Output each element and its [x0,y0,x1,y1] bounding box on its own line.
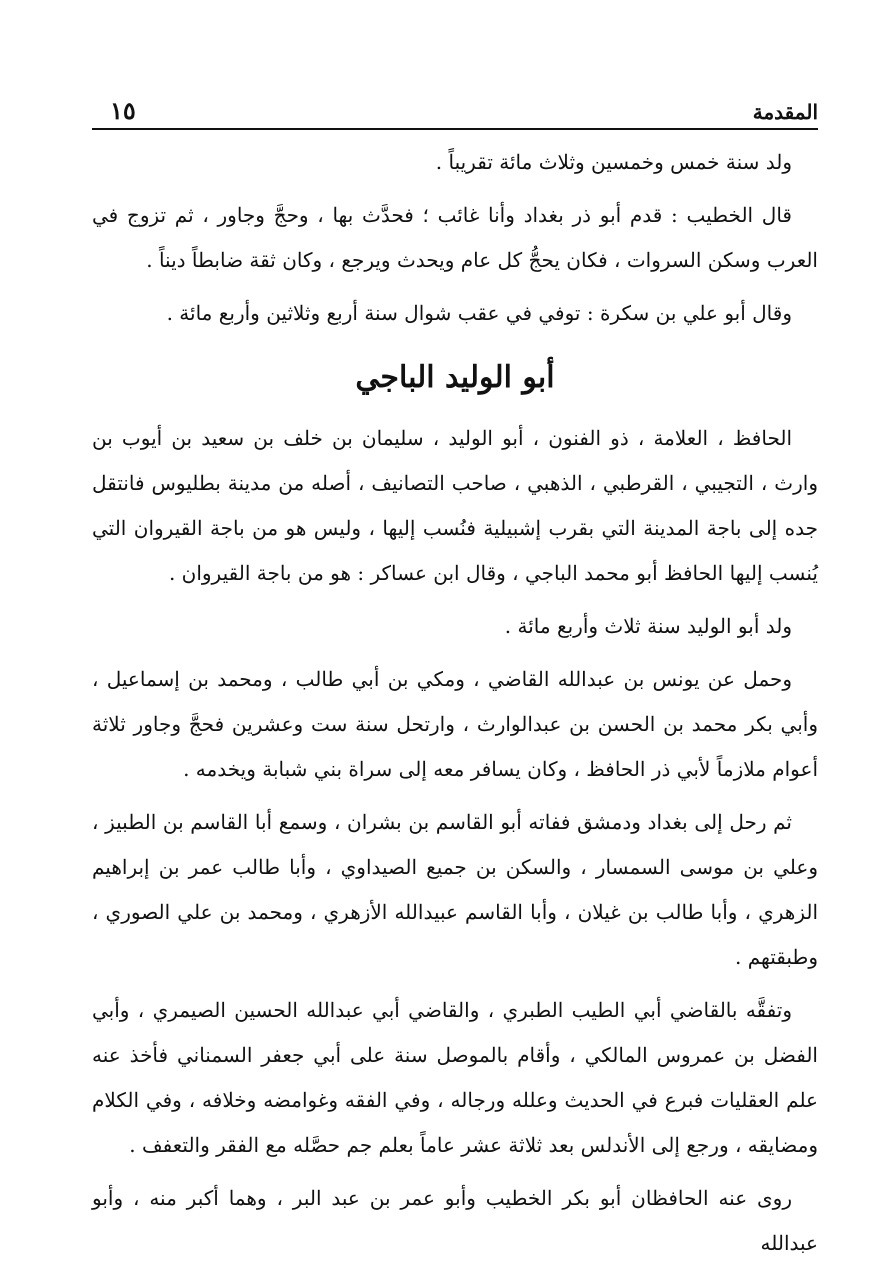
paragraph: الحافظ ، العلامة ، ذو الفنون ، أبو الوليد ، سليمان بن خلف بن سعيد بن أيوب بن وارث ، التجيبي ، القرطبي ، الذهبي ، صاحب التصانيف ، أصله من مدينة بطليوس فانتقل جده إلى باجة المدينة التي بقرب إشبيلية فنُسب إليها ، وليس هو من باجة القيروان التي يُنسب إليها الحافظ أبو محمد الباجي ، وقال ابن عساكر : هو من باجة القيروان . [92,426,818,585]
paragraph: وحمل عن يونس بن عبدالله القاضي ، ومكي بن أبي طالب ، ومحمد بن إسماعيل ، وأبي بكر محمد بن الحسن بن عبدالوارث ، وارتحل سنة ست وعشرين فحجَّ وجاور ثلاثة أعوام ملازماً لأبي ذر الحافظ ، وكان يسافر معه إلى سراة بني شبابة ويخدمه . [92,667,818,781]
book-page [92,86,818,1274]
section-title: المقدمة [752,100,818,124]
running-header [92,86,818,130]
paragraph: وقال أبو علي بن سكرة : توفي في عقب شوال سنة أربع وثلاثين وأربع مائة . [166,301,792,325]
biography-heading: أبو الوليد الباجي [355,360,555,395]
page-body [92,140,818,1266]
paragraph: ولد أبو الوليد سنة ثلاث وأربع مائة . [504,614,792,638]
page-number: ١٥ [110,96,136,125]
paragraph: وتفقَّه بالقاضي أبي الطيب الطبري ، والقاضي أبي عبدالله الحسين الصيمري ، وأبي الفضل بن عمروس المالكي ، وأقام بالموصل سنة على أبي جعفر السمناني فأخذ عنه علم العقليات فبرع في الحديث وعلله ورجاله ، وفي الفقه وغوامضه وخلافه ، وفي الكلام ومضايقه ، ورجع إلى الأندلس بعد ثلاثة عشر عاماً بعلم جم حصَّله مع الفقر والتعفف . [92,998,818,1157]
paragraph: ثم رحل إلى بغداد ودمشق ففاته أبو القاسم بن بشران ، وسمع أبا القاسم بن الطبيز ، وعلي بن موسى السمسار ، والسكن بن جميع الصيداوي ، وأبا طالب عمر بن إبراهيم الزهري ، وأبا طالب بن غيلان ، وأبا القاسم عبيدالله الأزهري ، ومحمد بن علي الصوري ، وطبقتهم . [92,810,818,969]
paragraph: ولد سنة خمس وخمسين وثلاث مائة تقريباً . [435,150,792,174]
paragraph: قال الخطيب : قدم أبو ذر بغداد وأنا غائب ؛ فحدَّث بها ، وحجَّ وجاور ، ثم تزوج في العرب وسكن السروات ، فكان يحجُّ كل عام ويحدث ويرجع ، وكان ثقة ضابطاً ديناً . [92,203,818,272]
paragraph: روى عنه الحافظان أبو بكر الخطيب وأبو عمر بن عبد البر ، وهما أكبر منه ، وأبو عبدالله [92,1186,818,1255]
